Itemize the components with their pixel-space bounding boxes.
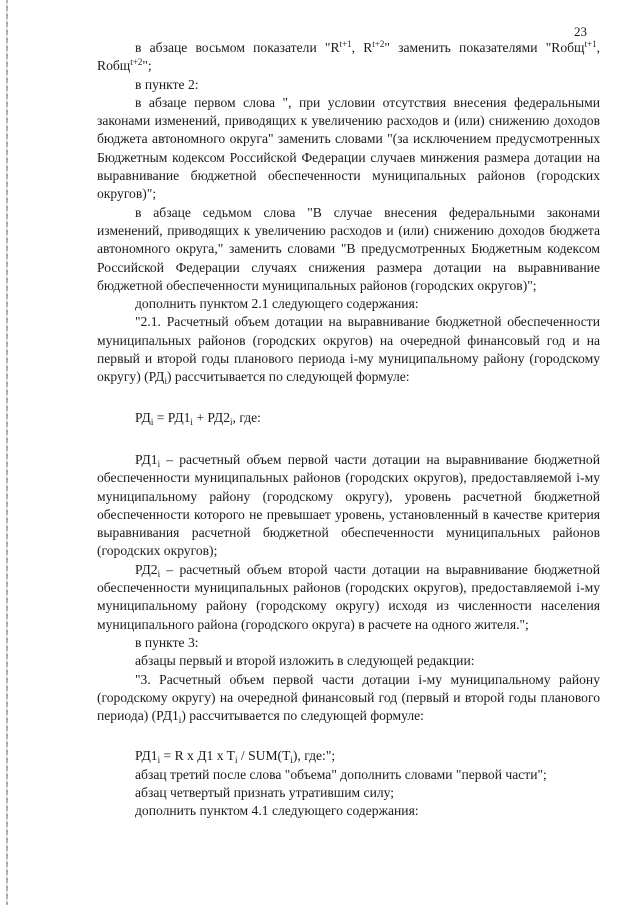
paragraph-third-abzac: абзац третий после слова "объема" дополнить словами "первой части"; (135, 766, 547, 782)
paragraph-fourth-abzac: абзац четвертый признать утратившим силу; (135, 784, 395, 800)
paragraph-2-1-text: "2.1. Расчетный объем дотации на выравнивание бюджетной обеспеченности муниципальных районов (городских округов) на очередной финансовый год и на первый и второй годы планового периода i-му муниципальному району (городскому округу) $(РД_i)$ рассчитывается по следующей формуле: (97, 314, 600, 387)
scan-edge (6, 0, 8, 905)
paragraph-point-2: в пункте 2: (135, 76, 199, 92)
paragraph-first-abzac: в абзаце первом слова ", при условии отсутствия внесения федеральными законами изменений, приводящих к увеличению расходов и (или) снижению доходов бюджета автономного округа" заменить словами "(за исключением предусмотренных Бюджетным кодексом Российской Федерации случаев минжения размера дотации на выравнивание бюджетной обеспеченности муниципальных районов (городских округов)"; (97, 94, 600, 202)
paragraph-rd2-definition: $РД2_i$ – расчетный объем второй части дотации на выравнивание бюджетной обеспеченности муниципальных районов (городских округов), предоставляемой i-му муниципальному району (городскому округу) исходя из численности населения муниципального района (городского округа) в расчете на одного жителя."; (97, 561, 600, 632)
paragraph-abzacs-new-edition: абзацы первый и второй изложить в следующей редакции: (135, 653, 475, 669)
paragraph-add-2-1: дополнить пунктом 2.1 следующего содержания: (135, 296, 419, 312)
paragraph-add-4-1: дополнить пунктом 4.1 следующего содержания: (135, 803, 419, 819)
page-number: 23 (574, 24, 587, 39)
paragraph-indicators: в абзаце восьмом показатели "$R^{t+1}$, $R^{t+2}$" заменить показателями "Rобщ$^{t+1}$, Rобщ$^{t+2}$"; (97, 39, 600, 74)
paragraph-seventh-abzac: в абзаце седьмом слова "В случае внесения федеральными законами изменений, приводящих к увеличению расходов и (или) снижению доходов бюджета автономного округа," заменить словами "В предусмотренных Бюджетным кодексом Российской Федерации случаях снижения размера дотации на выравнивание бюджетной обеспеченности муниципальных районов (городских округов)"; (97, 204, 600, 293)
document-body (97, 39, 600, 821)
formula-rd1: $РД1_i = R$ x Д1 x $T_i / SUM(T_i)$, где:"; (135, 748, 336, 766)
formula-rd: $РД_i = РД1_i + РД2_i$, где: (135, 409, 261, 427)
paragraph-3-text: "3. Расчетный объем первой части дотации i-му муниципальному району (городскому округу) на очередной финансовый год (первый и второй годы планового периода) $(РД1_i)$ рассчитывается по следующей формуле: (97, 671, 600, 726)
paragraph-rd1-definition: $РД1_i$ – расчетный объем первой части дотации на выравнивание бюджетной обеспеченности муниципальных районов (городских округов), предоставляемой i-му муниципальному району (городскому округу), уровень расчетной бюджетной обеспеченности которого не превышает уровень, установленный в качестве критерия выравнивания расчетной бюджетной обеспеченности муниципальных районов (городских округов); (97, 451, 600, 559)
paragraph-point-3: в пункте 3: (135, 634, 199, 650)
